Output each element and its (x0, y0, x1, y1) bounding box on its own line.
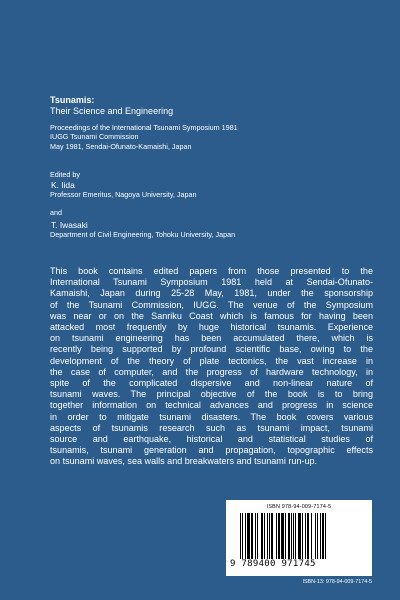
barcode-bar (325, 513, 326, 559)
abstract-line: Kamaishi, Japan during 25-28 May, 1981, under the sponsorship (50, 288, 373, 299)
abstract-line: was near or on the Sanriku Coast which is famous for having been (50, 310, 373, 321)
barcode-bar (320, 513, 321, 559)
book-info (50, 95, 370, 151)
proceedings (50, 123, 370, 151)
abstract-line: source and earthquake, historical and statistical studies of (50, 434, 373, 445)
edited-by-label: Edited by (50, 170, 80, 179)
barcode-bar (281, 513, 284, 559)
editors-block (50, 170, 370, 239)
abstract-line: development of the theory of plate tectonics, the vast increase in (50, 355, 373, 366)
barcode (240, 513, 364, 559)
barcode-bar (305, 513, 306, 559)
editor-name: T. Iwasaki (51, 220, 88, 231)
book-title: Tsunamis: (50, 95, 95, 105)
abstract-text (50, 266, 373, 468)
barcode-bar (276, 513, 277, 559)
isbn-label: ISBN 978-94-009-7174-5 (266, 504, 332, 510)
barcode-bar (291, 513, 292, 559)
barcode-bar (251, 513, 253, 559)
barcode-bar (307, 513, 309, 559)
proceedings-line: IUGG Tsunami Commission (50, 132, 139, 142)
abstract-line: tsunamis, tsunami generation and propagation, topographic effects (50, 445, 373, 456)
editor-name: K. Iida (51, 180, 75, 191)
barcode-bar (317, 513, 318, 559)
barcode-bar (311, 513, 312, 559)
proceedings-line: May 1981, Sendai-Ofunato-Kamaishi, Japan (50, 141, 192, 151)
book-subtitle: Their Science and Engineering (50, 106, 174, 116)
abstract-line: the case of computer, and the progress of hardware technology, in (50, 366, 373, 377)
abstract-line: International Tsunami Symposium 1981 held at Sendai-Ofunato- (50, 277, 373, 288)
barcode-box (226, 500, 372, 576)
isbn-13-label: ISBN-13: 978-94-009-7174-5 (302, 579, 372, 585)
barcode-bar (255, 513, 256, 559)
barcode-bar (315, 513, 316, 559)
barcode-bar (269, 513, 270, 559)
abstract-line: attacked most frequently by huge historical tsunamis. Experience (50, 322, 373, 333)
barcode-bar (261, 513, 263, 559)
barcode-bar (288, 513, 290, 559)
barcode-bar (247, 513, 250, 559)
abstract-line: together information on technical advances and progress in science (50, 400, 373, 411)
barcode-bar (293, 513, 294, 559)
abstract-line: tsunami waves. The principal objective of the book is to bring (50, 389, 373, 400)
barcode-bar (271, 513, 273, 559)
abstract-line: of the Tsunami Commission, IUGG. The venue of the Symposium (50, 299, 373, 310)
barcode-bar (267, 513, 268, 559)
proceedings-line: Proceedings of the International Tsunami Symposium 1981 (50, 123, 238, 132)
abstract-line: spite of the complicated dispersive and non-linear nature of (50, 378, 373, 389)
abstract-line: This book contains edited papers from those presented to the (50, 266, 373, 276)
barcode-bar (257, 513, 258, 559)
barcode-digits: 9 789400 971745 (230, 559, 316, 569)
abstract-line: aspects of tsunamis research such as tsunami impact, tsunami (50, 422, 373, 433)
abstract-line: in order to mitigate tsunami disasters. The book covers various (50, 411, 373, 422)
and-label: and (50, 208, 62, 218)
editor-affiliation: Department of Civil Engineering, Tohoku University, Japan (50, 230, 236, 240)
barcode-bar (285, 513, 286, 559)
editor-affiliation: Professor Emeritus, Nagoya University, Japan (50, 190, 197, 200)
abstract-line: on tsunami waves, sea walls and breakwaters and tsunami run-up. (50, 456, 318, 467)
barcode-bar (240, 513, 241, 559)
barcode-bar (295, 513, 296, 559)
barcode-bar (264, 513, 265, 559)
abstract-line: recently being supported by profound scientific base, owing to the (50, 344, 373, 355)
barcode-bar (245, 513, 246, 559)
abstract-line: on tsunami engineering has been accumulated there, which is (50, 333, 373, 344)
barcode-bar (302, 513, 303, 559)
barcode-bar (278, 513, 280, 559)
barcode-bar (298, 513, 301, 559)
barcode-bar (242, 513, 243, 559)
barcode-bar (322, 513, 324, 559)
